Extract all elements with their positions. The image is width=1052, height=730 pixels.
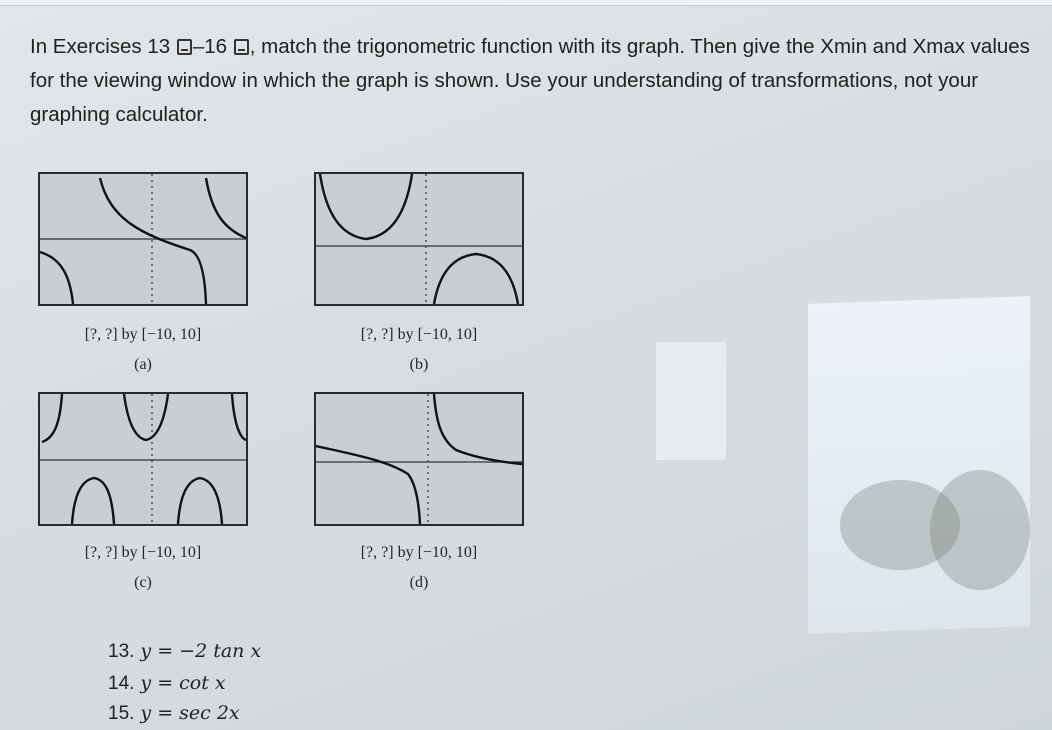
- graph-c-label: (c): [134, 574, 152, 591]
- exercise-number: 15.: [108, 703, 135, 724]
- page-top-edge: [0, 0, 1052, 6]
- cross-reference-icon[interactable]: [234, 39, 249, 55]
- exercise-13: [108, 640, 261, 663]
- background-glare: [656, 342, 726, 460]
- exercise-number: 14.: [108, 673, 135, 694]
- graph-a: [38, 172, 248, 306]
- graph-d-label: (d): [409, 574, 429, 591]
- graph-d-window: [?, ?] by [−10, 10]: [360, 544, 478, 561]
- exercise-equation: y = cot x: [140, 672, 226, 694]
- exercise-equation: y = −2 tan x: [140, 640, 262, 662]
- graph-c-window: [?, ?] by [−10, 10]: [84, 544, 202, 561]
- graph-b: [314, 172, 524, 306]
- graph-c: [38, 392, 248, 526]
- graph-a-label: (a): [134, 356, 152, 373]
- cross-reference-icon[interactable]: [177, 39, 192, 55]
- instructions-text-3: , match the trigonometric function with its graph. Then give the Xmin and Xmax values for the viewing window in which the graph is shown. Use your understanding of transformations, not your graphing calculator.: [30, 35, 1030, 126]
- instructions-text-2: –16: [192, 35, 228, 58]
- exercise-equation: y = sec 2x: [140, 702, 240, 724]
- graph-a-window: [?, ?] by [−10, 10]: [84, 326, 202, 343]
- instructions-text-1: In Exercises 13: [30, 35, 171, 58]
- tree-reflection: [930, 470, 1030, 590]
- exercise-instructions: [30, 30, 1030, 132]
- exercise-14: [108, 672, 226, 695]
- exercise-number: 13.: [108, 641, 135, 662]
- graph-d: [314, 392, 524, 526]
- graph-b-window: [?, ?] by [−10, 10]: [360, 326, 478, 343]
- exercise-15: [108, 702, 240, 725]
- graph-b-label: (b): [409, 356, 429, 373]
